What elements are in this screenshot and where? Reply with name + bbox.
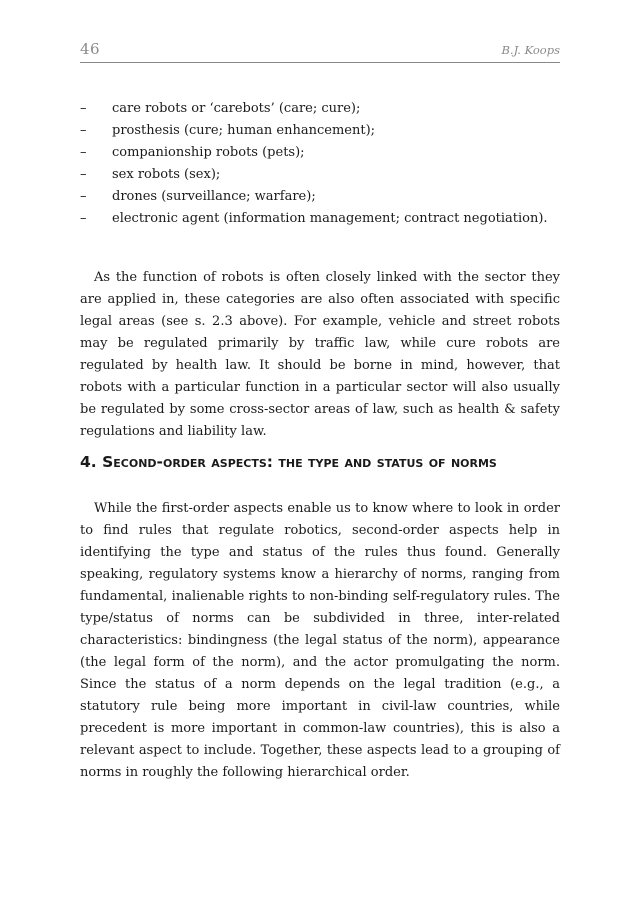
page-number: 46 [80, 40, 101, 58]
bullet-list [80, 98, 560, 230]
section-heading [80, 450, 560, 474]
bullet-dash: – [80, 145, 87, 160]
section-number: 4. [80, 453, 97, 471]
list-item-text: prosthesis (cure; human enhancement); [112, 123, 376, 138]
list-item-text: companionship robots (pets); [112, 145, 305, 160]
section-title: Second-order aspects: the type and status of norms [102, 453, 497, 471]
bullet-dash: – [80, 123, 87, 138]
document-page [80, 38, 560, 780]
list-item-text: care robots or ‘carebots’ (care; cure); [112, 101, 361, 116]
list-item [80, 186, 560, 208]
bullet-dash: – [80, 211, 87, 226]
body-paragraph-1: As the function of robots is often closely linked with the sector they are applied in, these categories are also often associated with specific legal areas (see s. 2.3 above). For example, vehicle and street robots may be regulated primarily by traffic law, while cure robots are regulated by health law. It should be borne in mind, however, that robots with a particular function in a particular sector will also usually be regulated by some cross-sector areas of law, such as health & safety regulations and liability law. [80, 270, 560, 439]
body-paragraph-2: While the first-order aspects enable us to know where to look in order to find rules that regulate robotics, second-order aspects help in identifying the type and status of the rules thus found. Generally speaking, regulatory systems know a hierarchy of norms, ranging from fundamental, inalienable rights to non-binding self-regulatory rules. The type/status of norms can be subdivided in three, inter-related characteristics: bindingness (the legal status of the norm), appearance (the legal form of the norm), and the actor promulgating the norm. Since the status of a norm depends on the legal tradition (e.g., a statutory rule being more important in civil-law countries, while precedent is more important in common-law countries), this is also a relevant aspect to include. Together, these aspects lead to a grouping of norms in roughly the following hierarchical order. [80, 501, 560, 780]
running-author: B.J. Koops [501, 43, 560, 57]
bullet-dash: – [80, 167, 87, 182]
bullet-dash: – [80, 101, 87, 116]
list-item [80, 164, 560, 186]
list-item [80, 120, 560, 142]
list-item [80, 98, 560, 120]
list-item [80, 208, 560, 230]
list-item-text: drones (surveillance; warfare); [112, 189, 316, 204]
list-item [80, 142, 560, 164]
list-item-text: sex robots (sex); [112, 167, 221, 182]
bullet-dash: – [80, 189, 87, 204]
running-header [80, 38, 560, 63]
list-item-text: electronic agent (information management; contract negotiation). [112, 211, 548, 226]
